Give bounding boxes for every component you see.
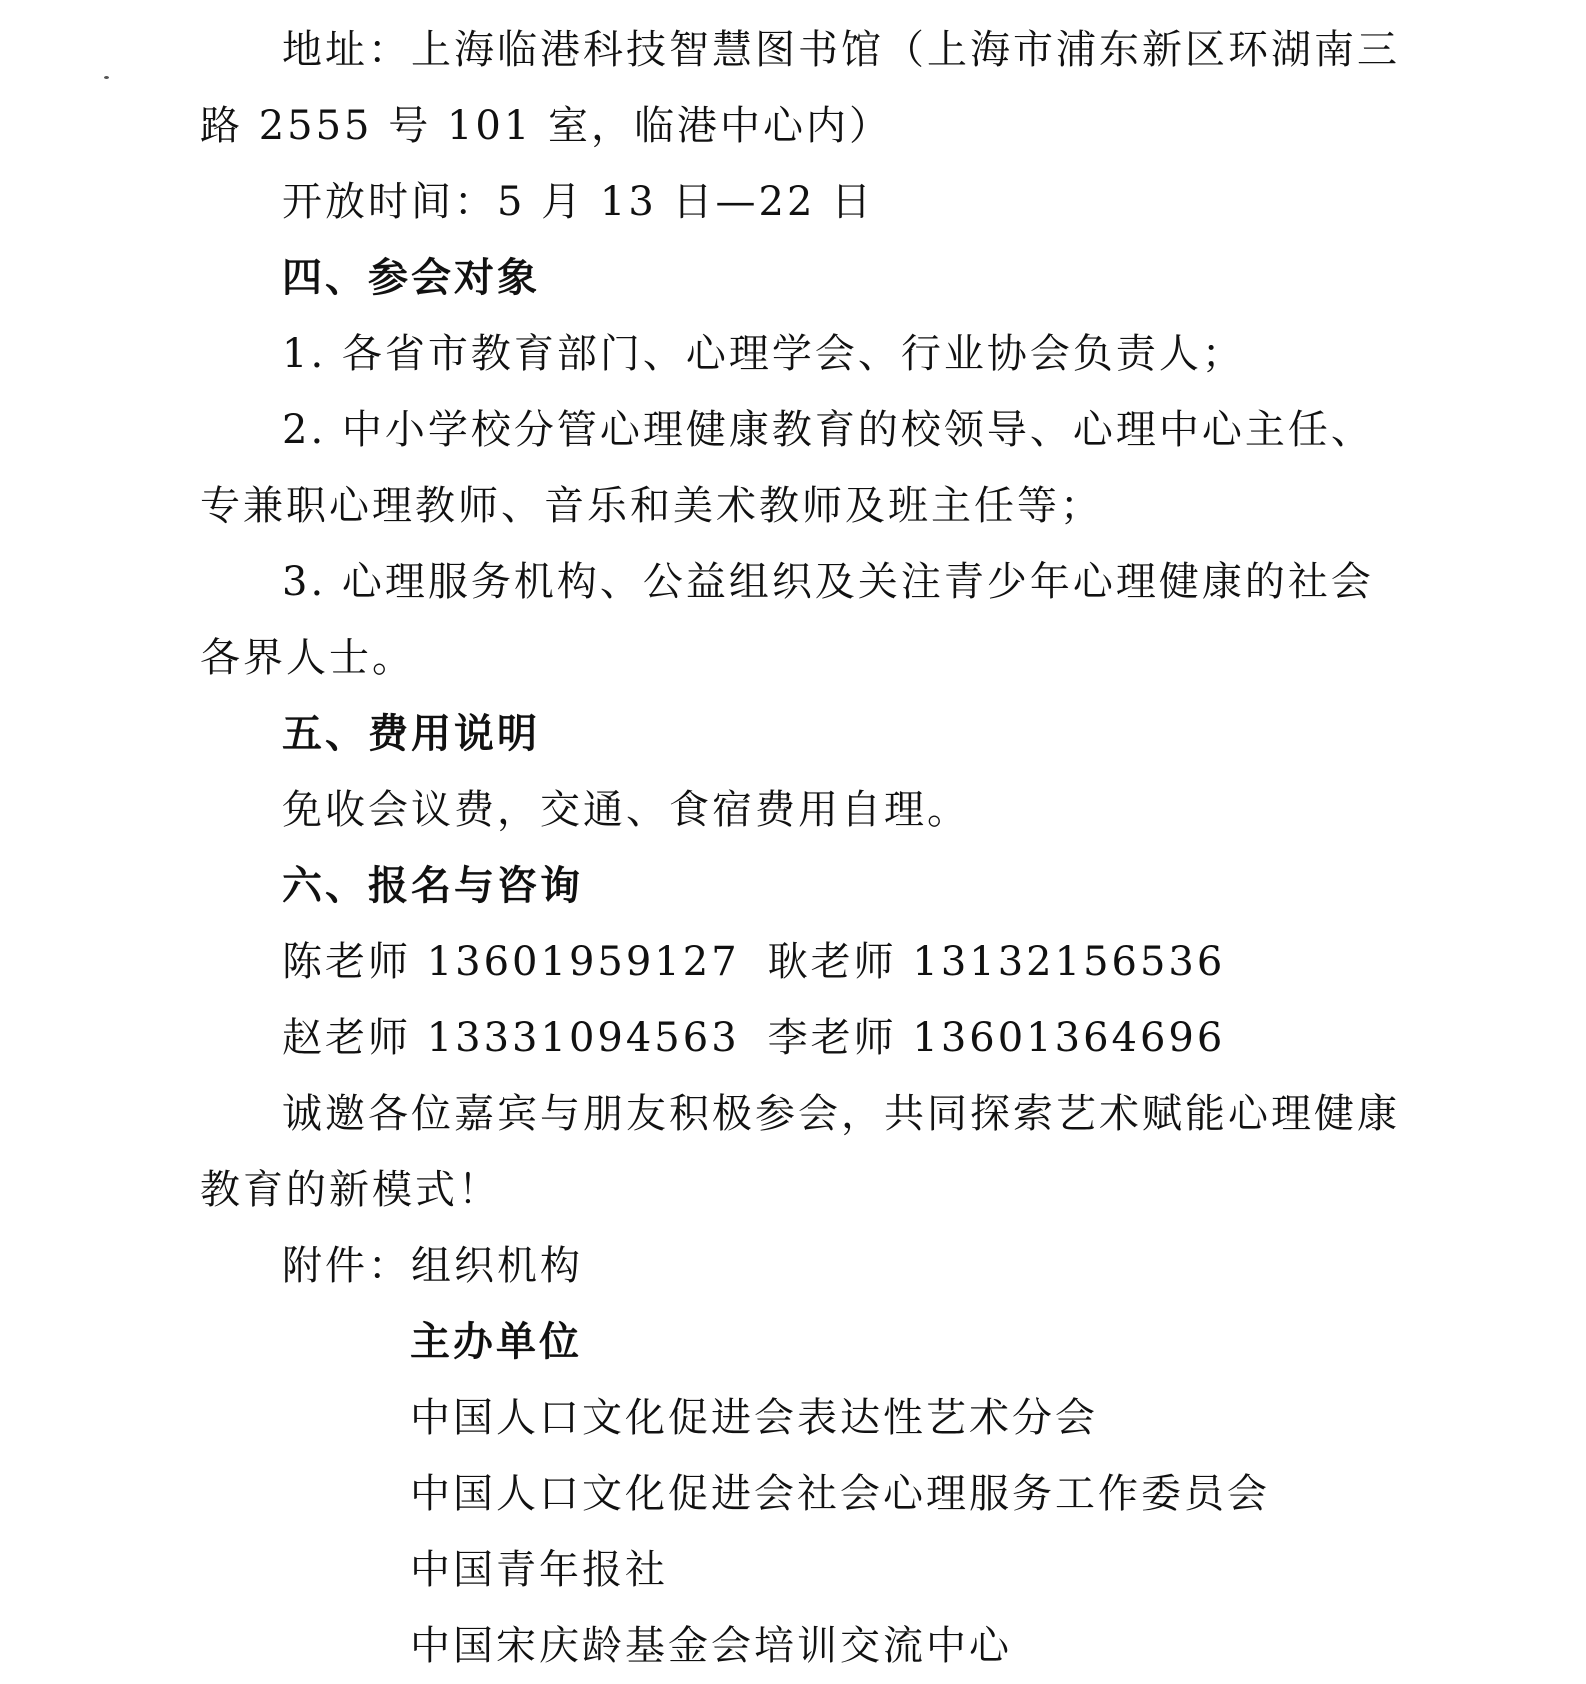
- organizer-item: 中国宋庆龄基金会培训交流中心: [410, 1623, 1012, 1669]
- participant-item: 2. 中小学校分管心理健康教育的校领导、心理中心主任、专兼职心理教师、音乐和美术教师及班主任等；: [200, 407, 1374, 529]
- closing-paragraph: 诚邀各位嘉宾与朋友积极参会，共同探索艺术赋能心理健康教育的新模式！: [200, 1091, 1400, 1213]
- document-body: [200, 12, 1400, 1684]
- contact-row: [200, 924, 1400, 1000]
- attachment-label: 附件：组织机构: [282, 1243, 583, 1289]
- contact-entry: 赵老师 13331094563: [282, 1015, 740, 1061]
- participant-item: 3. 心理服务机构、公益组织及关注青少年心理健康的社会各界人士。: [200, 559, 1374, 681]
- contact-entry: 陈老师 13601959127: [282, 939, 740, 985]
- contact-row: [200, 1000, 1400, 1076]
- contact-entry: 李老师 13601364696: [767, 1015, 1226, 1061]
- scan-speck: [104, 76, 109, 79]
- section-heading-fees: 五、费用说明: [282, 711, 540, 757]
- organizer-item: 中国人口文化促进会社会心理服务工作委员会: [410, 1471, 1270, 1517]
- organizer-item: 中国人口文化促进会表达性艺术分会: [410, 1395, 1098, 1441]
- section-heading-registration: 六、报名与咨询: [282, 863, 583, 909]
- section-heading-participants: 四、参会对象: [282, 255, 540, 301]
- organizer-item: 中国青年报社: [410, 1547, 668, 1593]
- open-time-paragraph: 开放时间：5 月 13 日—22 日: [282, 179, 875, 225]
- organizer-heading: 主办单位: [410, 1319, 582, 1365]
- contact-entry: 耿老师 13132156536: [767, 939, 1226, 985]
- participant-item: 1. 各省市教育部门、心理学会、行业协会负责人；: [282, 331, 1245, 377]
- fees-paragraph: 免收会议费，交通、食宿费用自理。: [282, 787, 970, 833]
- address-paragraph: 地址：上海临港科技智慧图书馆（上海市浦东新区环湖南三路 2555 号 101 室，临港中心内）: [200, 27, 1400, 149]
